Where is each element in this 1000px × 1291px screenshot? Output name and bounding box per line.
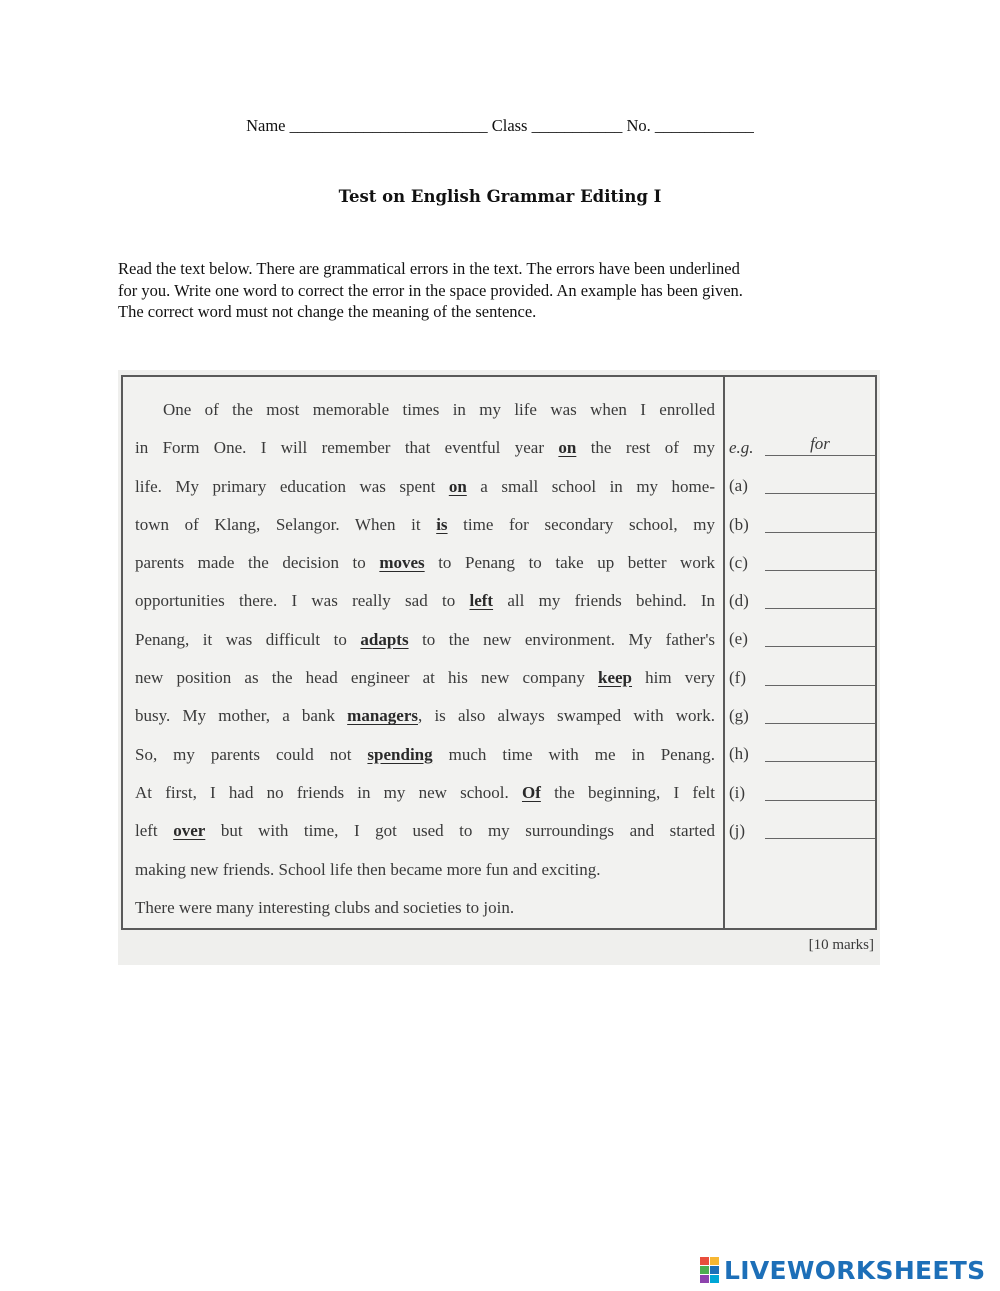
passage-text-segment: parents made the decision to [135,553,380,573]
passage-text-segment: opportunities there. I was really sad to [135,591,470,611]
logo-tile [710,1275,719,1283]
answer-label: (i) [729,782,746,802]
underlined-error-word: on [558,438,577,458]
passage-line [135,736,715,774]
passage-text-segment: So, my parents could not [135,744,368,764]
passage-text-segment: much time with me in Penang. [432,744,715,764]
answer-blank[interactable] [765,685,875,686]
passage-text-segment: in Form One. I will remember that eventful year [135,438,559,458]
instruction-line: for you. Write one word to correct the error in the space provided. An example has been given. [118,280,743,300]
answer-row [729,544,879,582]
answer-row [729,620,879,658]
passage-text-segment: There were many interesting clubs and societies to join. [135,897,515,917]
instructions [118,258,888,323]
answer-column [729,429,879,850]
answer-label: (d) [729,591,749,611]
underlined-error-word: managers [347,706,418,726]
logo-tile [700,1275,709,1283]
exercise-box [121,375,877,930]
passage-text-segment: him very [632,668,715,688]
answer-row [729,429,879,467]
instruction-line: The correct word must not change the meaning of the sentence. [118,302,537,321]
answer-label: (g) [729,706,749,726]
answer-label: (e) [729,629,748,649]
answer-label: e.g. [729,438,754,457]
passage-line [135,889,715,927]
passage-line [135,582,715,620]
passage-text-segment: all my friends behind. In [493,591,716,611]
answer-row [729,812,879,850]
passage-text-segment: the rest of my [576,438,715,458]
answer-label: (f) [729,667,746,687]
answer-row [729,735,879,773]
logo-tile [710,1257,719,1265]
answer-row [729,774,879,812]
passage-text-segment: to the new environment. My father's [408,629,715,649]
passage-text-segment: time for secondary school, my [447,514,715,534]
passage-text-segment: to Penang to take up better work [424,553,715,573]
passage-text-segment: left [135,821,174,841]
underlined-error-word: over [173,821,206,841]
passage-text-segment: the beginning, I felt [540,782,716,802]
passage-text-segment: At first, I had no friends in my new school. [135,782,522,802]
page-title: Test on English Grammar Editing I [338,187,662,206]
passage-line [135,544,715,582]
logo-tile [710,1266,719,1274]
answer-row [729,659,879,697]
passage-text-segment: , is also always swamped with work. [418,706,715,726]
answer-blank[interactable] [765,493,875,494]
logo-icon [700,1257,719,1283]
underlined-error-word: adapts [360,629,409,649]
passage-text-segment: One of the most memorable times in my life was when I enrolled [163,400,715,419]
passage-text-segment: busy. My mother, a bank [135,706,348,726]
passage-line [135,659,715,697]
answer-label: (a) [729,476,748,496]
underlined-error-word: Of [521,782,541,802]
passage-line [135,697,715,735]
answer-blank[interactable] [765,532,875,533]
answer-blank[interactable] [765,570,875,571]
passage-text-segment: but with time, I got used to my surroundings and started [205,821,715,841]
passage-text-segment: making new friends. School life then became more fun and exciting. [135,859,601,879]
answer-blank[interactable] [765,646,875,647]
answer-label: (h) [729,744,749,764]
marks-label: [10 marks] [808,937,874,953]
underlined-error-word: keep [598,668,633,688]
example-answer: for [810,434,830,453]
answer-blank[interactable] [765,800,875,801]
passage-text-segment: Penang, it was difficult to [135,629,361,649]
passage-line [135,621,715,659]
answer-label: (j) [729,820,746,840]
underlined-error-word: left [469,591,494,611]
passage-text-segment: new position as the head engineer at his new company [135,668,599,688]
answer-blank[interactable] [765,838,875,839]
passage-text [135,391,715,927]
liveworksheets-logo [700,1255,985,1285]
passage-line [135,391,715,429]
passage-line [135,468,715,506]
passage-line [135,812,715,850]
underlined-error-word: moves [379,553,425,573]
passage-text-segment: life. My primary education was spent [135,476,449,496]
scanned-exercise [118,370,880,965]
passage-text-segment: a small school in my home- [466,476,715,496]
logo-text: LIVEWORKSHEETS [724,1255,986,1285]
passage-line [135,774,715,812]
answer-label: (b) [729,514,749,534]
underlined-error-word: is [436,514,448,534]
passage-text-segment: town of Klang, Selangor. When it [135,514,437,534]
answer-blank[interactable] [765,761,875,762]
passage-line [135,429,715,467]
answer-label: (c) [729,552,748,572]
underlined-error-word: on [448,476,467,496]
student-info-header: Name ________________________ Class ___________ No. ____________ [246,116,754,135]
logo-tile [700,1266,709,1274]
answer-blank[interactable] [765,608,875,609]
instruction-line: Read the text below. There are grammatical errors in the text. The errors have been underlined [118,259,740,278]
passage-line [135,506,715,544]
answer-blank[interactable] [765,723,875,724]
answer-row [729,506,879,544]
answer-row [729,582,879,620]
passage-line [135,851,715,889]
answer-row [729,467,879,505]
logo-tile [700,1257,709,1265]
answer-row [729,697,879,735]
column-divider [723,377,725,928]
underlined-error-word: spending [367,744,433,764]
